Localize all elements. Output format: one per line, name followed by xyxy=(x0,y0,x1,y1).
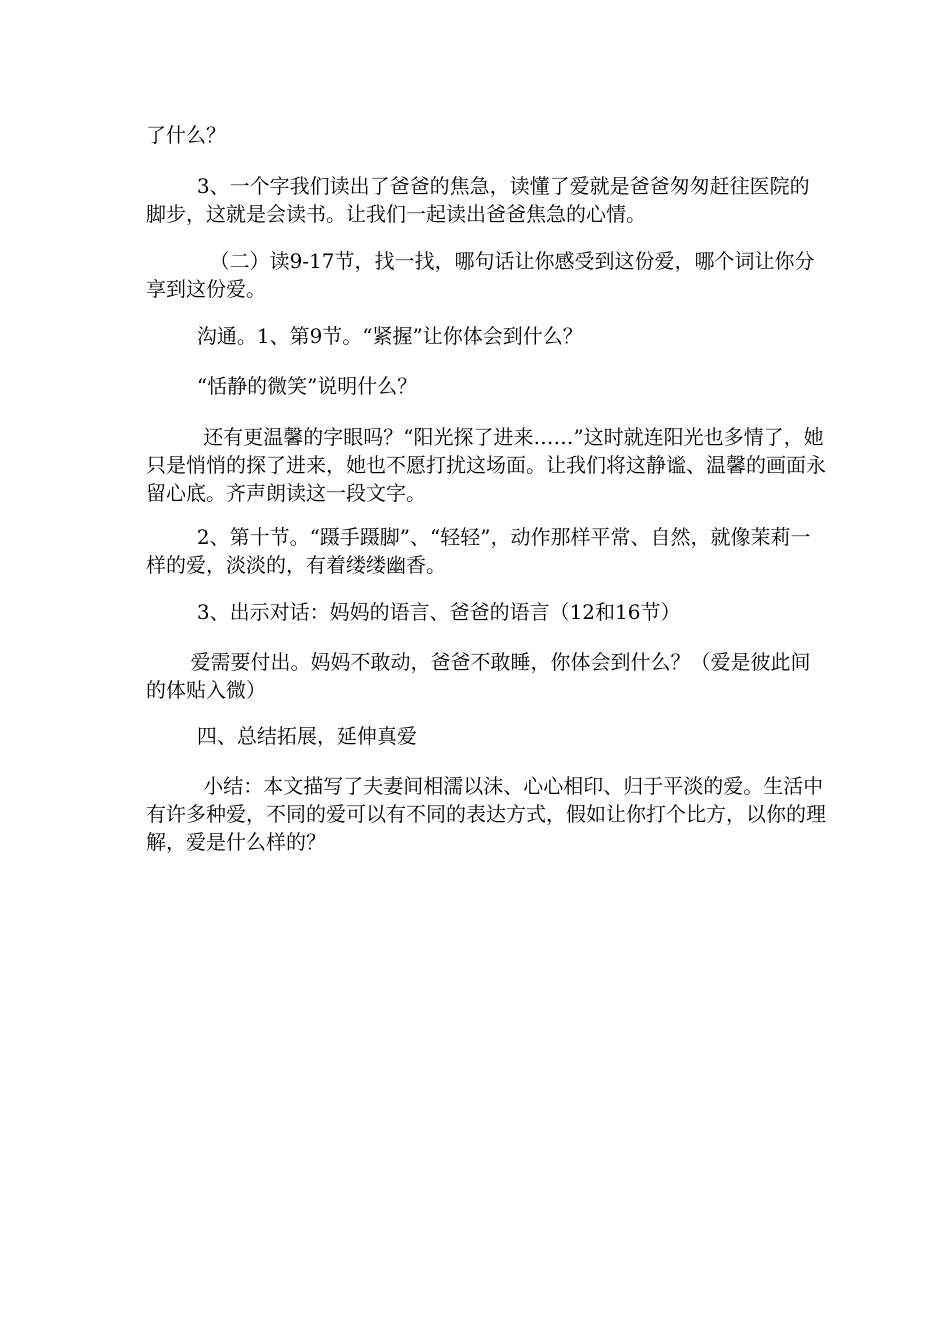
paragraph-section-nine: 沟通。1、第9节。“紧握”让你体会到什么？ xyxy=(146,324,583,348)
paragraph-love-giving: 爱需要付出。妈妈不敢动，爸爸不敢睡，你体会到什么？（爱是彼此间的体贴入微） xyxy=(146,650,811,702)
paragraph-continuation: 了什么？ xyxy=(146,123,226,147)
paragraph-conclusion: 小结：本文描写了夫妻间相濡以沫、心心相印、归于平淡的爱。生活中有许多种爱，不同的爱可以有不同的表达方式，假如让你打个比方，以你的理解，爱是什么样的？ xyxy=(146,774,826,854)
paragraph-calm-smile: “恬静的微笑”说明什么？ xyxy=(146,374,418,398)
paragraph-section-ten: 2、第十节。“蹑手蹑脚”、“轻轻”，动作那样平常、自然，就像茉莉一样的爱，淡淡的，有着缕缕幽香。 xyxy=(146,525,811,577)
paragraph-dialogue: 3、出示对话：妈妈的语言、爸爸的语言（12和16节） xyxy=(146,600,681,624)
paragraph-reading-urgency: 3、一个字我们读出了爸爸的焦急，读懂了爱就是爸爸匆匆赶往医院的脚步，这就是会读书。让我们一起读出爸爸焦急的心情。 xyxy=(146,174,810,226)
section-heading-summary: 四、总结拓展，延伸真爱 xyxy=(146,724,417,748)
paragraph-section-two-prompt: （二）读9-17节，找一找，哪句话让你感受到这份爱，哪个词让你分享到这份爱。 xyxy=(146,249,815,301)
paragraph-sunlight: 还有更温馨的字眼吗？“阳光探了进来……”这时就连阳光也多情了，她只是悄悄的探了进来，她也不愿打扰这场面。让我们将这静谧、温馨的画面永留心底。齐声朗读这一段文字。 xyxy=(146,425,826,505)
